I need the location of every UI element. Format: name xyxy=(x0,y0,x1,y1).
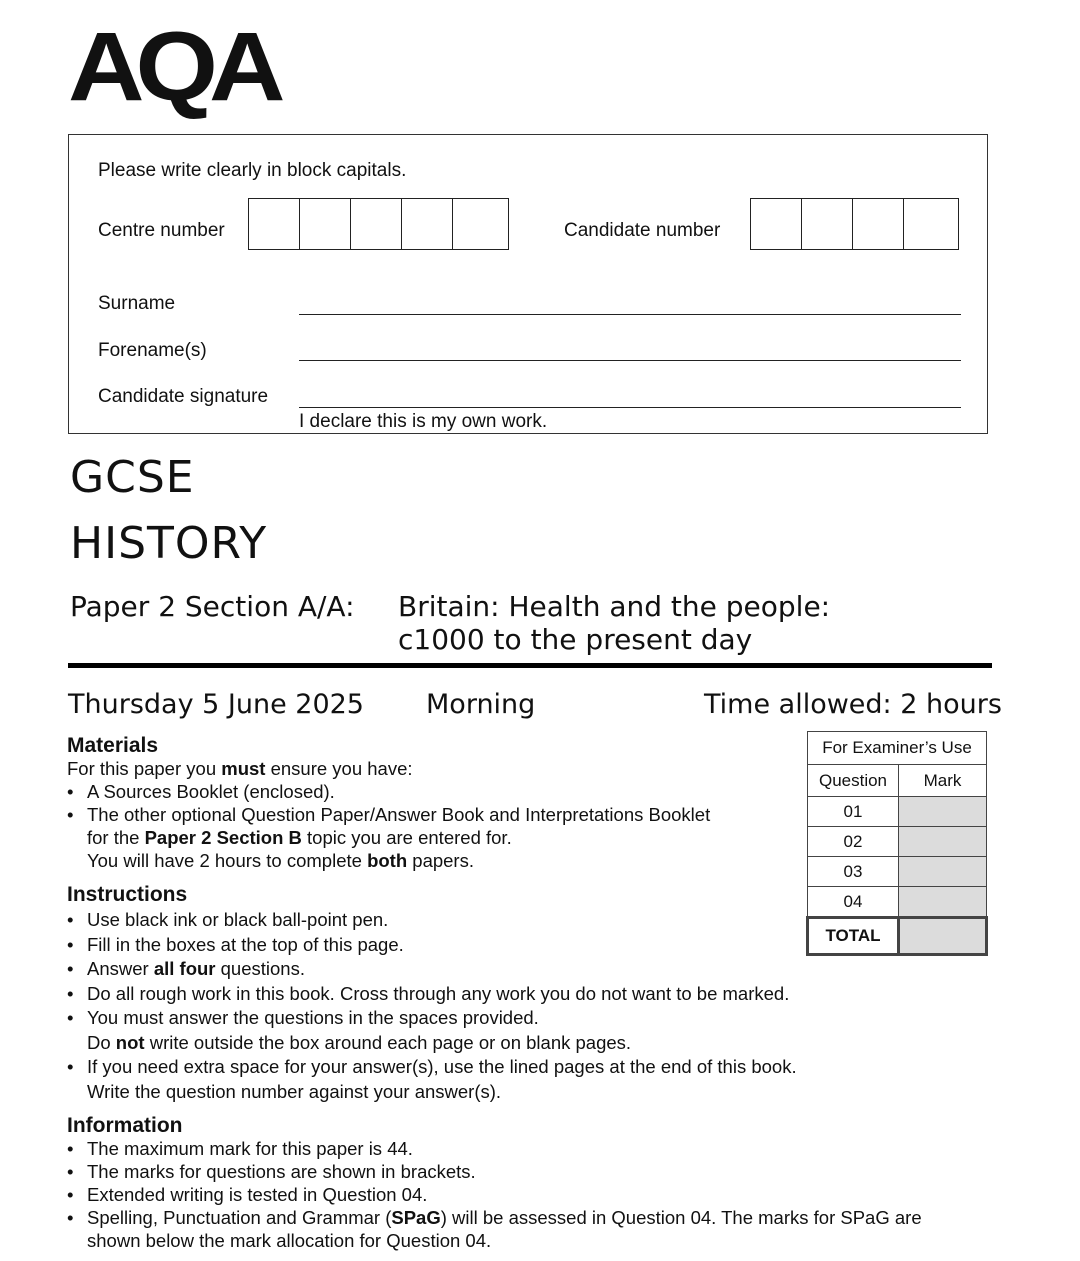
subject-title: HISTORY xyxy=(70,518,268,569)
instruction-item: • Fill in the boxes at the top of this page. xyxy=(87,933,967,958)
surname-field[interactable] xyxy=(299,314,961,315)
candidate-number-label: Candidate number xyxy=(564,220,721,241)
forename-field[interactable] xyxy=(299,360,961,361)
materials-intro: For this paper you must ensure you have: xyxy=(67,758,413,779)
information-item: • Extended writing is tested in Question 04. xyxy=(87,1183,987,1206)
exam-session: Morning xyxy=(426,689,536,720)
question-number: 03 xyxy=(808,857,899,887)
instruction-item: • If you need extra space for your answer(s), use the lined pages at the end of this book. Write the question number against your answer(s). xyxy=(87,1055,967,1104)
time-allowed: Time allowed: 2 hours xyxy=(704,689,1002,720)
question-number: 02 xyxy=(808,827,899,857)
instruction-item: • You must answer the questions in the spaces provided. Do not write outside the box around each page or on blank pages. xyxy=(87,1006,967,1055)
topic-line-2: c1000 to the present day xyxy=(398,623,753,656)
question-number: 01 xyxy=(808,797,899,827)
information-heading: Information xyxy=(67,1114,183,1137)
examiner-use-table xyxy=(806,731,988,956)
block-capitals-instruction: Please write clearly in block capitals. xyxy=(98,160,407,181)
candidate-number-boxes[interactable] xyxy=(750,198,959,250)
paper-label: Paper 2 Section A/A: xyxy=(70,590,355,623)
forename-label: Forename(s) xyxy=(98,340,207,361)
mark-column-header: Mark xyxy=(899,765,987,797)
total-mark-cell xyxy=(899,918,987,955)
total-label: TOTAL xyxy=(808,918,899,955)
mark-cell xyxy=(899,887,987,918)
materials-section xyxy=(67,734,807,872)
qualification-title: GCSE xyxy=(70,452,195,503)
topic-line-1: Britain: Health and the people: xyxy=(398,590,831,623)
materials-heading: Materials xyxy=(67,734,159,757)
instruction-item: • Do all rough work in this book. Cross through any work you do not want to be marked. xyxy=(87,982,967,1007)
mark-cell xyxy=(899,797,987,827)
surname-label: Surname xyxy=(98,293,176,314)
exam-date: Thursday 5 June 2025 xyxy=(68,689,364,720)
information-item: • The marks for questions are shown in brackets. xyxy=(87,1160,987,1183)
declaration-text: I declare this is my own work. xyxy=(299,411,548,432)
signature-label: Candidate signature xyxy=(98,386,269,407)
instruction-item: • Answer all four questions. xyxy=(87,957,967,982)
centre-number-boxes[interactable] xyxy=(248,198,509,250)
mark-cell xyxy=(899,827,987,857)
information-item: • The maximum mark for this paper is 44. xyxy=(87,1137,987,1160)
information-item: • Spelling, Punctuation and Grammar (SPaG) will be assessed in Question 04. The marks for SPaG are shown below the mark allocation for Question 04. xyxy=(87,1206,987,1252)
instruction-item: • Use black ink or black ball-point pen. xyxy=(87,908,967,933)
mark-cell xyxy=(899,857,987,887)
centre-number-label: Centre number xyxy=(98,220,225,241)
question-number: 04 xyxy=(808,887,899,918)
information-section xyxy=(67,1114,987,1252)
instructions-heading: Instructions xyxy=(67,883,188,906)
examiner-table-header: For Examiner’s Use xyxy=(808,732,987,765)
signature-field[interactable] xyxy=(299,407,961,408)
materials-item: • A Sources Booklet (enclosed). xyxy=(87,780,807,803)
question-column-header: Question xyxy=(808,765,899,797)
aqa-logo: AQA xyxy=(68,12,277,122)
materials-item: • The other optional Question Paper/Answer Book and Interpretations Booklet for the Paper 2 Section B topic you are entered for. You will have 2 hours to complete both papers. xyxy=(87,803,807,872)
heavy-rule xyxy=(68,663,992,668)
